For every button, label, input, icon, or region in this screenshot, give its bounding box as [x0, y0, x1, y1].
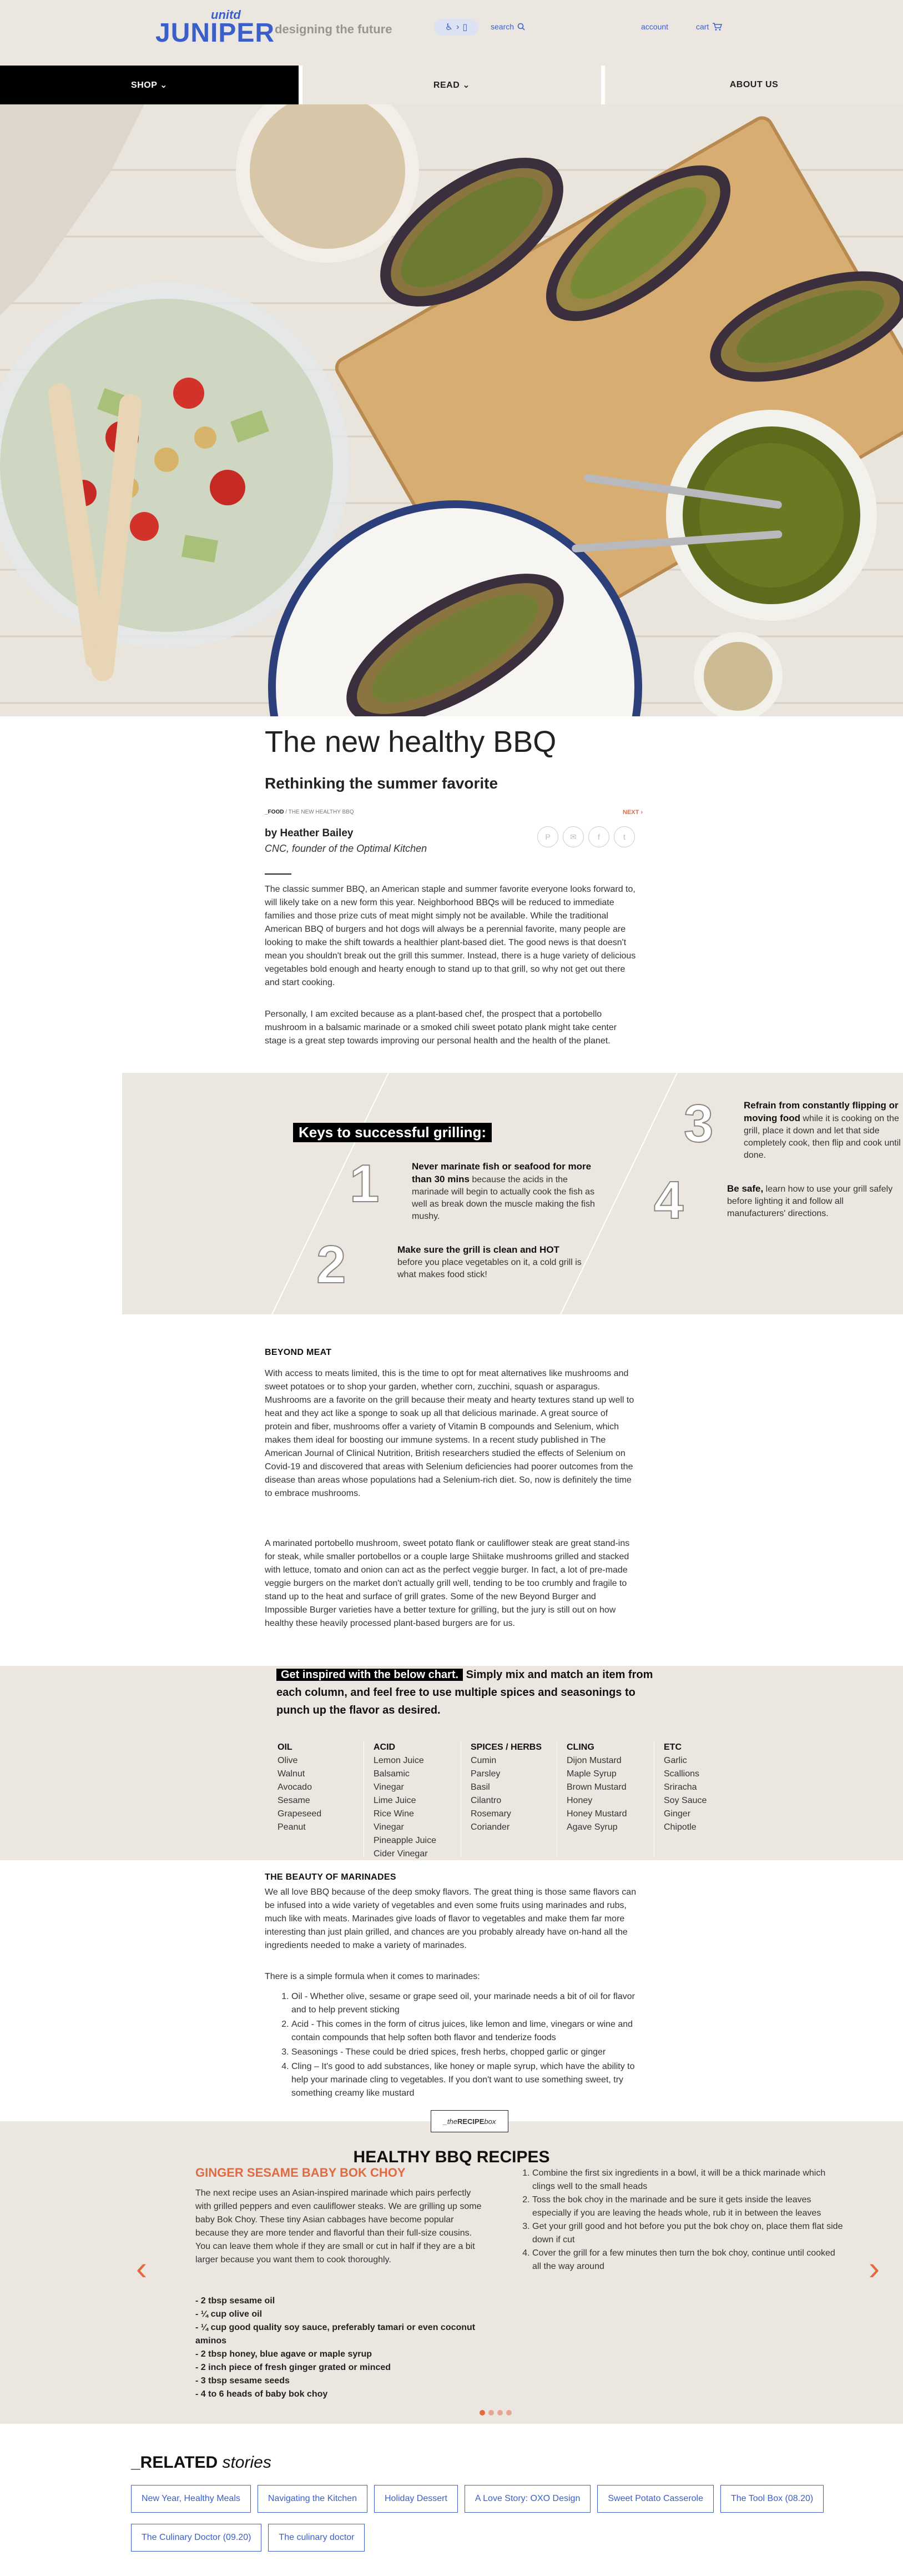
tagline: designing the future — [275, 22, 392, 36]
beyond-paragraph-2: A marinated portobello mushroom, sweet potato flank or cauliflower steak are great stand-ins for steak, while smaller portobellos or a couple large Shiitake mushrooms grilled and stacked with lettuce, tomato and onion can act as the perfect veggie burger. In fact, a lot of pre-made veggie burgers on the market don't actually grill well, tending to be too crumbly and fragile to stand up to the heat and surface of grill grates. Some of the new Beyond Burger and Impossible Burger varieties have a better texture for grilling, but the jury is still out on how healthy these heavily processed plant-based burgers are for us. — [265, 1539, 630, 1628]
chart-item: Vinegar — [374, 1782, 404, 1792]
nav-about[interactable]: ABOUT US — [605, 66, 903, 104]
list-item: 2. Acid - This comes in the form of citrus juices, like lemon and lime, vinegars or wine and contain compounds that help soften both flavor and tenderize foods — [291, 2018, 637, 2045]
breadcrumb — [265, 809, 354, 815]
ingredient: - ¼ cup good quality soy sauce, preferably tamari or even coconut aminos — [195, 2323, 476, 2346]
key-tip-4-text: learn how to use your grill safely before lighting it and follow all manufacturers' directions. — [727, 1184, 893, 1218]
nav-read[interactable]: READ ⌄ — [302, 66, 601, 104]
next-article-link[interactable]: NEXT › — [623, 809, 643, 816]
nav-shop[interactable]: SHOP ⌄ — [0, 66, 299, 104]
key-number-3: 3 — [684, 1094, 714, 1153]
ingredient: - 2 inch piece of fresh ginger grated or minced — [195, 2363, 391, 2372]
recipes-title: HEALTHY BBQ RECIPES — [353, 2148, 550, 2166]
related-story-link[interactable]: The culinary doctor — [268, 2524, 365, 2552]
recipes-carousel — [0, 2121, 903, 2424]
recipe-box-suffix: box — [484, 2117, 496, 2126]
chart-item: Lemon Juice — [374, 1756, 424, 1765]
chart-item: Basil — [471, 1782, 490, 1792]
ingredient: - 2 tbsp sesame oil — [195, 2296, 275, 2306]
account-link[interactable]: account — [641, 22, 669, 31]
arrow-right-icon: › — [456, 22, 460, 32]
related-row-2 — [131, 2524, 365, 2552]
twitter-icon[interactable]: t — [614, 826, 635, 847]
chart-column-etc — [664, 1741, 755, 1834]
key-tip-3-text: while it is cooking on the grill, place it down and let that side completely cook, then flip and cook until done. — [744, 1114, 901, 1160]
bbq-food-illustration — [0, 104, 903, 716]
related-row-1 — [131, 2485, 824, 2513]
related-story-link[interactable]: Navigating the Kitchen — [258, 2485, 367, 2513]
chart-column-cling — [567, 1741, 658, 1834]
juniper-logo[interactable] — [155, 8, 275, 48]
key-tip-4-bold: Be safe, — [727, 1183, 764, 1194]
list-item: 4. Cling – It's good to add substances, like honey or maple syrup, which have the ability to help your marinade cling to vegetables. If you don't want to use something sweet, try something creamy like mustard — [291, 2060, 637, 2100]
recipe-intro: The next recipe uses an Asian-inspired marinade which pairs perfectly with grilled peppers and even cauliflower steaks. We are grilling up some baby Bok Choy. These tiny Asian cabbages have become popular because they are more tender and flavorful than their full-size cousins. You can leave them whole if they are small or cut in half if they are a bit larger because you want them to cook thoroughly. — [195, 2188, 482, 2264]
chart-item: Sriracha — [664, 1782, 697, 1792]
carousel-next-arrow-icon[interactable]: › — [869, 2249, 880, 2287]
chart-item: Sesame — [278, 1796, 310, 1805]
marinades-heading: THE BEAUTY OF MARINADES — [265, 1872, 396, 1882]
marinade-steps — [265, 1990, 637, 2101]
article-title: The new healthy BBQ — [265, 725, 557, 759]
chart-column-heading: ACID — [374, 1743, 396, 1752]
chart-item: Garlic — [664, 1756, 687, 1765]
breadcrumb-section[interactable]: _FOOD — [265, 809, 284, 815]
chart-item: Dijon Mustard — [567, 1756, 622, 1765]
carousel-dot[interactable] — [480, 2410, 485, 2416]
hero-image — [0, 104, 903, 716]
chart-item: Balsamic — [374, 1769, 410, 1779]
chart-item: Ginger — [664, 1809, 691, 1819]
chart-item: Pineapple Juice — [374, 1836, 436, 1845]
list-item: 1. Combine the first six ingredients in a bowl, it will be a thick marinade which clings well to the small heads — [532, 2167, 846, 2193]
chart-item: Agave Syrup — [567, 1822, 618, 1832]
carousel-dot[interactable] — [488, 2410, 494, 2416]
chart-item: Lime Juice — [374, 1796, 416, 1805]
chart-column-acid — [374, 1741, 465, 1861]
chart-item: Vinegar — [374, 1822, 404, 1832]
key-tip-1 — [412, 1161, 595, 1223]
key-tip-3-bold: Refrain from constantly flipping or moving food — [744, 1100, 899, 1123]
ingredient: - 2 tbsp honey, blue agave or maple syrup — [195, 2349, 372, 2359]
chart-item: Soy Sauce — [664, 1796, 707, 1805]
chart-item: Rosemary — [471, 1809, 511, 1819]
logo-juniper: JUNIPER — [155, 18, 275, 48]
pinterest-icon[interactable]: P — [537, 826, 558, 847]
beyond-meat-heading: BEYOND MEAT — [265, 1348, 332, 1357]
related-story-link[interactable]: A Love Story: OXO Design — [465, 2485, 591, 2513]
facebook-icon[interactable]: f — [588, 826, 609, 847]
cart-link[interactable] — [696, 22, 722, 31]
list-item: 2. Toss the bok choy in the marinade and be sure it gets inside the leaves especially if you are leaving the heads whole, rub it in between the leaves — [532, 2193, 846, 2220]
site-header — [0, 0, 903, 66]
logo-unitd: unitd — [211, 8, 241, 22]
chart-column-oil — [278, 1741, 369, 1834]
carousel-dot[interactable] — [497, 2410, 503, 2416]
chart-item: Honey Mustard — [567, 1809, 627, 1819]
article-subtitle: Rethinking the summer favorite — [265, 775, 498, 792]
keys-panel — [122, 1073, 903, 1314]
chart-column-spices — [471, 1741, 562, 1834]
chart-item: Brown Mustard — [567, 1782, 627, 1792]
recipe-box-prefix: _the — [443, 2117, 457, 2126]
recipe-steps — [519, 2167, 846, 2273]
chart-column-heading: OIL — [278, 1743, 292, 1752]
key-tip-1-bold: Never marinate fish or seafood for more than 30 mins — [412, 1161, 592, 1184]
chart-highlight: Get inspired with the below chart. — [276, 1669, 463, 1681]
marinade-chart — [0, 1666, 903, 1860]
keys-title: Keys to successful grilling: — [293, 1123, 492, 1142]
ingredient: - 4 to 6 heads of baby bok choy — [195, 2389, 328, 2399]
related-story-link[interactable]: Holiday Dessert — [374, 2485, 458, 2513]
chart-column-heading: CLING — [567, 1743, 594, 1752]
chart-item: Avocado — [278, 1782, 312, 1792]
device-icon: ▯ — [462, 23, 468, 32]
key-tip-1-text: because the acids in the marinade will begin to actually cook the fish as well as break down the muscle making the fish mushy. — [412, 1175, 595, 1221]
chart-item: Chipotle — [664, 1822, 697, 1832]
related-label-italic: stories — [218, 2453, 271, 2472]
search-icon — [517, 23, 525, 31]
key-number-2: 2 — [316, 1235, 346, 1294]
recipe-box-bold: RECIPE — [457, 2117, 485, 2126]
author-role: CNC, founder of the Optimal Kitchen — [265, 843, 427, 854]
chart-item: Peanut — [278, 1822, 306, 1832]
ingredient: - 3 tbsp sesame seeds — [195, 2376, 290, 2386]
related-story-link[interactable]: New Year, Healthy Meals — [131, 2485, 251, 2513]
key-tip-2-bold: Make sure the grill is clean and HOT — [397, 1244, 559, 1255]
ingredient: - ¼ cup olive oil — [195, 2309, 263, 2319]
share-buttons — [537, 826, 635, 847]
list-item: 3. Seasonings - These could be dried spices, fresh herbs, chopped garlic or ginger — [291, 2046, 637, 2059]
accessibility-icon: ♿ — [445, 23, 453, 32]
key-tip-3 — [744, 1099, 902, 1162]
recipe-ingredients — [195, 2294, 484, 2401]
chart-item: Maple Syrup — [567, 1769, 617, 1779]
chart-item: Scallions — [664, 1769, 700, 1779]
marinades-paragraph: We all love BBQ because of the deep smoky flavors. The great thing is those same flavors can be infused into a wide variety of vegetables and even some fruits using marinades and rubs, much like with meats. Marinades give loads of flavor to vegetables and make them far more interesting than just plain grilled, and chances are you probably already have on-hand all the ingredients needed to make a variety of marinades. — [265, 1887, 637, 1950]
related-story-link[interactable]: The Tool Box (08.20) — [720, 2485, 824, 2513]
chart-item: Cilantro — [471, 1796, 502, 1805]
author-name: by Heather Bailey — [265, 827, 354, 839]
list-item: 4. Cover the grill for a few minutes then turn the bok choy, continue until cooked all the way around — [532, 2247, 846, 2273]
cart-icon — [712, 22, 722, 31]
recipe-box-tab[interactable] — [431, 2110, 508, 2132]
recipe-name: GINGER SESAME BABY BOK CHOY — [195, 2166, 406, 2180]
chart-intro — [276, 1666, 654, 1719]
breadcrumb-page: / THE NEW HEALTHY BBQ — [284, 809, 354, 815]
marinades-formula: There is a simple formula when it comes to marinades: — [265, 1972, 480, 1981]
email-icon[interactable]: ✉ — [563, 826, 584, 847]
list-item: 1. Oil - Whether olive, sesame or grape seed oil, your marinade needs a bit of oil for flavor and to help prevent sticking — [291, 1990, 637, 2017]
key-tip-2 — [397, 1244, 586, 1281]
divider — [265, 873, 291, 875]
chart-item: Rice Wine — [374, 1809, 414, 1819]
chart-item: Parsley — [471, 1769, 501, 1779]
beyond-paragraph-1: With access to meats limited, this is the time to opt for meat alternatives like mushrooms and sweet potatoes or to shop your garden, whether corn, zucchini, squash or asparagus. Mushrooms are a favorite on the grill because their meaty and hearty textures stand up well to heat and they act like a sponge to soak up all that delicious marinade. A great source of protein and fiber, mushrooms offer a variety of Vitamin B compounds and Selenium, which makes them ideal for boosting our immune systems. In a recent study published in The American Journal of Clinical Nutrition, British researchers studied the effects of Selenium on Covid-19 and discovered that areas with Selenium deficiencies had poorer outcomes from the disease than areas whose populations had a Selenium-rich diet. So, now is definitely the time to embrace mushrooms. — [265, 1369, 634, 1498]
chart-item: Olive — [278, 1756, 298, 1765]
chart-column-heading: ETC — [664, 1743, 682, 1752]
intro-paragraph-2: Personally, I am excited because as a plant-based chef, the prospect that a portobello mushroom in a balsamic marinade or a smoked chili sweet potato plank might take center stage is a great step towards improving our personal health and the health of the planet. — [265, 1010, 617, 1046]
accessibility-toggle[interactable] — [434, 19, 478, 36]
search-link[interactable] — [491, 22, 525, 31]
search-label: search — [491, 22, 514, 31]
main-nav — [0, 66, 903, 104]
chart-intro-text: Simply mix and match an item from each column, and feel free to use multiple spices and seasonings to punch up the flavor as desired. — [276, 1669, 653, 1716]
key-tip-2-text: before you place vegetables on it, a cold grill is what makes food stick! — [397, 1258, 582, 1279]
chart-column-heading: SPICES / HERBS — [471, 1743, 542, 1752]
intro-paragraph-1: The classic summer BBQ, an American staple and summer favorite everyone looks forward to, will likely take on a new form this year. Neighborhood BBQs will be reduced to immediate families and those prize cuts of meat might simply not be available. While the traditional American BBQ of burgers and hot dogs will always be a perennial favorite, many people are looking to make the shift towards a healthier plant-based diet. The good news is that doesn't mean you shouldn't break out the grill this summer. Instead, there is a huge variety of delicious vegetables bold enough and hearty enough to stand up to that grill, so why not get out there and start cooking. — [265, 885, 636, 987]
carousel-prev-arrow-icon[interactable]: ‹ — [136, 2249, 147, 2287]
chart-item: Honey — [567, 1796, 593, 1805]
list-item: 3. Get your grill good and hot before you put the bok choy on, place them flat side down if cut — [532, 2220, 846, 2247]
cart-label: cart — [696, 22, 709, 31]
key-number-4: 4 — [654, 1171, 684, 1230]
chart-item: Coriander — [471, 1822, 510, 1832]
related-story-link[interactable]: Sweet Potato Casserole — [597, 2485, 714, 2513]
key-number-1: 1 — [350, 1154, 380, 1213]
carousel-dots — [480, 2410, 512, 2416]
related-story-link[interactable]: The Culinary Doctor (09.20) — [131, 2524, 261, 2552]
related-stories-title — [131, 2453, 271, 2472]
chart-item: Cumin — [471, 1756, 497, 1765]
chart-item: Walnut — [278, 1769, 305, 1779]
chart-item: Cider Vinegar — [374, 1849, 428, 1859]
key-tip-4 — [727, 1183, 902, 1220]
related-label: _RELATED — [131, 2453, 218, 2472]
carousel-dot[interactable] — [506, 2410, 512, 2416]
chart-item: Grapeseed — [278, 1809, 322, 1819]
